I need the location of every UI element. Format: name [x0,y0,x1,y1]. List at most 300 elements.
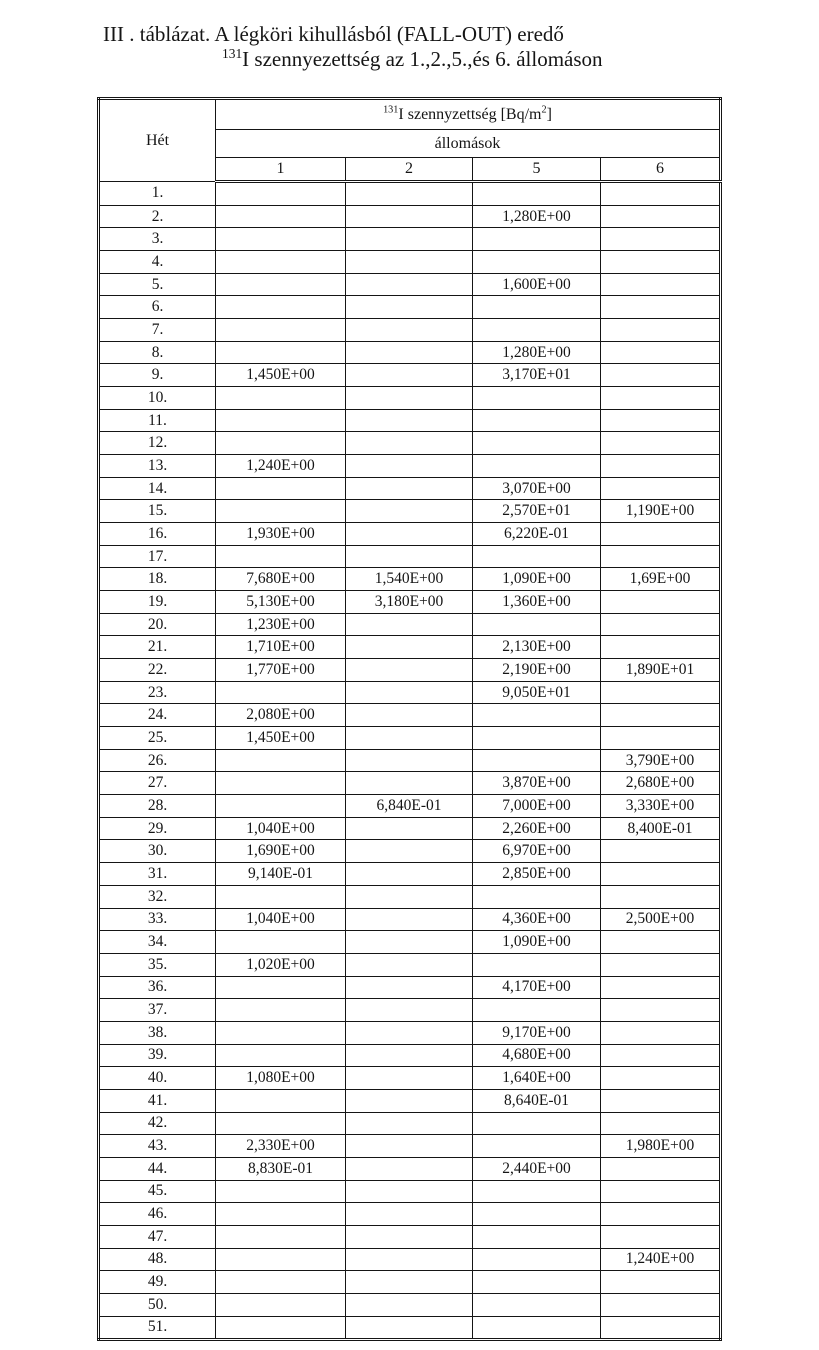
value-cell [346,885,473,908]
week-cell: 49. [99,1271,216,1294]
value-cell [601,1089,721,1112]
value-cell: 9,170E+00 [473,1021,601,1044]
value-cell [601,1316,721,1340]
value-cell [601,545,721,568]
value-cell [601,976,721,999]
value-cell [346,1180,473,1203]
value-cell [346,523,473,546]
title-isotope-superscript: 131 [222,45,243,61]
week-cell: 42. [99,1112,216,1135]
table-row [99,1293,721,1316]
title-line-2-text: I szennyezettség az 1.,2.,5.,és 6. állomáson [242,46,603,71]
value-cell: 3,790E+00 [601,749,721,772]
table-row [99,182,721,206]
value-cell [216,1044,346,1067]
week-cell: 6. [99,296,216,319]
value-cell [346,1067,473,1090]
value-cell [346,1248,473,1271]
value-cell [346,455,473,478]
value-cell: 1,540E+00 [346,568,473,591]
value-cell [601,319,721,342]
value-cell [216,795,346,818]
value-cell: 4,680E+00 [473,1044,601,1067]
value-cell [216,205,346,228]
value-cell [216,749,346,772]
value-cell [346,976,473,999]
value-cell [473,1316,601,1340]
value-cell: 1,280E+00 [473,341,601,364]
value-cell [473,885,601,908]
value-cell [346,1271,473,1294]
value-cell [216,931,346,954]
value-cell [601,296,721,319]
value-cell [473,251,601,274]
header-row-unit [99,99,721,130]
week-cell: 31. [99,863,216,886]
week-cell: 18. [99,568,216,591]
week-cell: 25. [99,727,216,750]
stations-header: állomások [216,130,721,158]
value-cell [216,182,346,206]
value-cell [216,228,346,251]
value-cell: 2,680E+00 [601,772,721,795]
week-cell: 8. [99,341,216,364]
value-cell [346,681,473,704]
value-cell [216,251,346,274]
value-cell [216,477,346,500]
table-row [99,273,721,296]
value-cell [346,1157,473,1180]
value-cell [346,545,473,568]
value-cell: 2,190E+00 [473,659,601,682]
table-row [99,908,721,931]
value-cell [346,409,473,432]
value-cell [601,953,721,976]
table-row [99,1044,721,1067]
table-row [99,659,721,682]
week-cell: 41. [99,1089,216,1112]
value-cell [346,1316,473,1340]
value-cell [216,1248,346,1271]
value-cell [601,931,721,954]
value-cell [601,999,721,1022]
week-cell: 38. [99,1021,216,1044]
table-row [99,976,721,999]
week-cell: 11. [99,409,216,432]
week-cell: 29. [99,817,216,840]
value-cell [601,432,721,455]
week-cell: 7. [99,319,216,342]
value-cell: 2,260E+00 [473,817,601,840]
value-cell [346,319,473,342]
value-cell: 1,090E+00 [473,568,601,591]
value-cell [601,455,721,478]
value-cell [216,545,346,568]
week-cell: 32. [99,885,216,908]
value-cell [473,999,601,1022]
unit-header-text: I szennyzettség [Bq/m [398,105,542,123]
station-column-header-6: 6 [601,158,721,182]
value-cell [473,1225,601,1248]
value-cell [601,341,721,364]
week-cell: 28. [99,795,216,818]
unit-header [216,99,721,130]
table-row [99,1112,721,1135]
table-row [99,885,721,908]
value-cell [473,704,601,727]
value-cell [346,1044,473,1067]
value-cell [346,1112,473,1135]
value-cell: 4,170E+00 [473,976,601,999]
value-cell: 1,770E+00 [216,659,346,682]
table-row [99,613,721,636]
table-row [99,545,721,568]
week-cell: 34. [99,931,216,954]
value-cell [216,1316,346,1340]
value-cell: 1,450E+00 [216,364,346,387]
table-row [99,387,721,410]
week-cell: 39. [99,1044,216,1067]
table-row [99,296,721,319]
value-cell [346,727,473,750]
value-cell [601,613,721,636]
value-cell [216,976,346,999]
week-cell: 51. [99,1316,216,1340]
value-cell [601,681,721,704]
table-row [99,251,721,274]
value-cell: 3,330E+00 [601,795,721,818]
station-column-header-5: 5 [473,158,601,182]
value-cell [346,251,473,274]
table-row [99,1157,721,1180]
week-cell: 19. [99,591,216,614]
value-cell: 1,090E+00 [473,931,601,954]
value-cell [346,704,473,727]
value-cell [216,432,346,455]
value-cell: 3,870E+00 [473,772,601,795]
week-cell: 21. [99,636,216,659]
value-cell [346,749,473,772]
week-cell: 5. [99,273,216,296]
week-cell: 33. [99,908,216,931]
value-cell: 2,440E+00 [473,1157,601,1180]
value-cell [346,931,473,954]
value-cell [473,296,601,319]
value-cell [473,1135,601,1158]
value-cell: 1,360E+00 [473,591,601,614]
week-cell: 30. [99,840,216,863]
value-cell [346,1293,473,1316]
title-line-2 [97,47,737,72]
value-cell [473,387,601,410]
value-cell [346,863,473,886]
table-row [99,205,721,228]
value-cell [473,1203,601,1226]
value-cell [216,1089,346,1112]
page-title [97,22,737,72]
station-column-header-1: 1 [216,158,346,182]
table-row [99,228,721,251]
value-cell [473,727,601,750]
value-cell [473,1271,601,1294]
value-cell [216,1112,346,1135]
table-row [99,931,721,954]
value-cell [601,1293,721,1316]
week-cell: 46. [99,1203,216,1226]
value-cell [346,1021,473,1044]
value-cell [473,1293,601,1316]
value-cell: 7,680E+00 [216,568,346,591]
value-cell [346,840,473,863]
week-cell: 43. [99,1135,216,1158]
value-cell [216,319,346,342]
value-cell [601,387,721,410]
value-cell [601,591,721,614]
value-cell: 1,190E+00 [601,500,721,523]
table-row [99,1135,721,1158]
value-cell [216,1021,346,1044]
table-row [99,591,721,614]
value-cell [346,228,473,251]
value-cell: 8,830E-01 [216,1157,346,1180]
value-cell [473,749,601,772]
value-cell [601,364,721,387]
value-cell [346,477,473,500]
value-cell [473,1112,601,1135]
value-cell [473,1248,601,1271]
value-cell [216,409,346,432]
value-cell: 8,640E-01 [473,1089,601,1112]
unit-header-suffix: ] [546,105,552,123]
value-cell [346,182,473,206]
value-cell [601,251,721,274]
value-cell [601,409,721,432]
fallout-table [97,97,722,1341]
value-cell [473,182,601,206]
week-cell: 45. [99,1180,216,1203]
value-cell: 1,040E+00 [216,908,346,931]
value-cell: 2,080E+00 [216,704,346,727]
table-row [99,500,721,523]
value-cell [216,885,346,908]
value-cell [216,341,346,364]
table-row [99,636,721,659]
value-cell: 3,170E+01 [473,364,601,387]
value-cell [216,296,346,319]
value-cell: 7,000E+00 [473,795,601,818]
value-cell [346,953,473,976]
week-cell: 15. [99,500,216,523]
value-cell [601,1157,721,1180]
value-cell [346,273,473,296]
value-cell [601,885,721,908]
value-cell: 1,690E+00 [216,840,346,863]
week-cell: 20. [99,613,216,636]
value-cell [473,409,601,432]
week-cell: 3. [99,228,216,251]
value-cell [346,1135,473,1158]
value-cell [473,432,601,455]
week-cell: 14. [99,477,216,500]
unit-exponent-superscript: 2 [541,104,547,116]
table-row [99,1225,721,1248]
value-cell [216,1293,346,1316]
week-cell: 10. [99,387,216,410]
value-cell [216,500,346,523]
value-cell [601,228,721,251]
table-row [99,999,721,1022]
value-cell [473,545,601,568]
value-cell [346,296,473,319]
value-cell [216,1271,346,1294]
table-row [99,749,721,772]
week-column-header: Hét [99,99,216,182]
value-cell: 1,230E+00 [216,613,346,636]
unit-isotope-superscript: 131 [383,104,399,116]
table-row [99,681,721,704]
table-row [99,1203,721,1226]
value-cell [601,205,721,228]
value-cell: 1,930E+00 [216,523,346,546]
value-cell [601,1271,721,1294]
week-cell: 12. [99,432,216,455]
week-cell: 37. [99,999,216,1022]
value-cell [601,636,721,659]
table-row [99,523,721,546]
value-cell [346,772,473,795]
table-row [99,477,721,500]
value-cell [346,908,473,931]
value-cell: 1,080E+00 [216,1067,346,1090]
table-row [99,432,721,455]
table-row [99,568,721,591]
table-row [99,772,721,795]
value-cell [601,727,721,750]
week-cell: 24. [99,704,216,727]
value-cell [601,477,721,500]
value-cell [346,432,473,455]
value-cell: 2,330E+00 [216,1135,346,1158]
value-cell: 5,130E+00 [216,591,346,614]
value-cell [216,387,346,410]
week-cell: 2. [99,205,216,228]
value-cell [473,1180,601,1203]
table-header [99,99,721,182]
title-line-1: III . táblázat. A légköri kihullásból (FALL-OUT) eredő [103,22,564,46]
week-cell: 47. [99,1225,216,1248]
value-cell: 1,710E+00 [216,636,346,659]
table-row [99,953,721,976]
table-row [99,341,721,364]
week-cell: 27. [99,772,216,795]
value-cell: 2,500E+00 [601,908,721,931]
value-cell [601,840,721,863]
value-cell [216,273,346,296]
value-cell [216,999,346,1022]
value-cell [601,704,721,727]
value-cell [473,228,601,251]
table-row [99,817,721,840]
table-row [99,1089,721,1112]
table-row [99,704,721,727]
week-cell: 13. [99,455,216,478]
value-cell: 1,240E+00 [601,1248,721,1271]
value-cell [601,523,721,546]
value-cell [346,387,473,410]
value-cell: 1,040E+00 [216,817,346,840]
value-cell: 1,980E+00 [601,1135,721,1158]
value-cell [346,999,473,1022]
value-cell [346,500,473,523]
value-cell [346,659,473,682]
value-cell [601,1067,721,1090]
value-cell [346,636,473,659]
value-cell [346,1089,473,1112]
week-cell: 48. [99,1248,216,1271]
table-row [99,727,721,750]
value-cell: 1,020E+00 [216,953,346,976]
value-cell: 9,050E+01 [473,681,601,704]
value-cell [601,1021,721,1044]
value-cell [216,681,346,704]
value-cell [601,1112,721,1135]
value-cell [346,341,473,364]
table-body [99,182,721,1340]
week-cell: 4. [99,251,216,274]
value-cell: 3,180E+00 [346,591,473,614]
value-cell: 2,570E+01 [473,500,601,523]
week-cell: 9. [99,364,216,387]
value-cell [601,273,721,296]
week-cell: 44. [99,1157,216,1180]
week-cell: 50. [99,1293,216,1316]
value-cell: 4,360E+00 [473,908,601,931]
value-cell [346,817,473,840]
value-cell [346,1225,473,1248]
value-cell [601,1203,721,1226]
value-cell [601,1044,721,1067]
value-cell [473,613,601,636]
table-row [99,455,721,478]
value-cell: 8,400E-01 [601,817,721,840]
table-row [99,1248,721,1271]
table-row [99,319,721,342]
value-cell: 1,69E+00 [601,568,721,591]
table-row [99,1271,721,1294]
week-cell: 40. [99,1067,216,1090]
value-cell [473,319,601,342]
value-cell: 6,970E+00 [473,840,601,863]
value-cell: 9,140E-01 [216,863,346,886]
value-cell [601,182,721,206]
table-row [99,863,721,886]
table-row [99,795,721,818]
value-cell [473,953,601,976]
value-cell [346,613,473,636]
value-cell [216,1225,346,1248]
value-cell [601,863,721,886]
table-row [99,1180,721,1203]
table-row [99,409,721,432]
value-cell: 1,450E+00 [216,727,346,750]
week-cell: 35. [99,953,216,976]
value-cell: 6,220E-01 [473,523,601,546]
value-cell [473,455,601,478]
value-cell [346,1203,473,1226]
value-cell [601,1225,721,1248]
week-cell: 22. [99,659,216,682]
value-cell: 1,600E+00 [473,273,601,296]
